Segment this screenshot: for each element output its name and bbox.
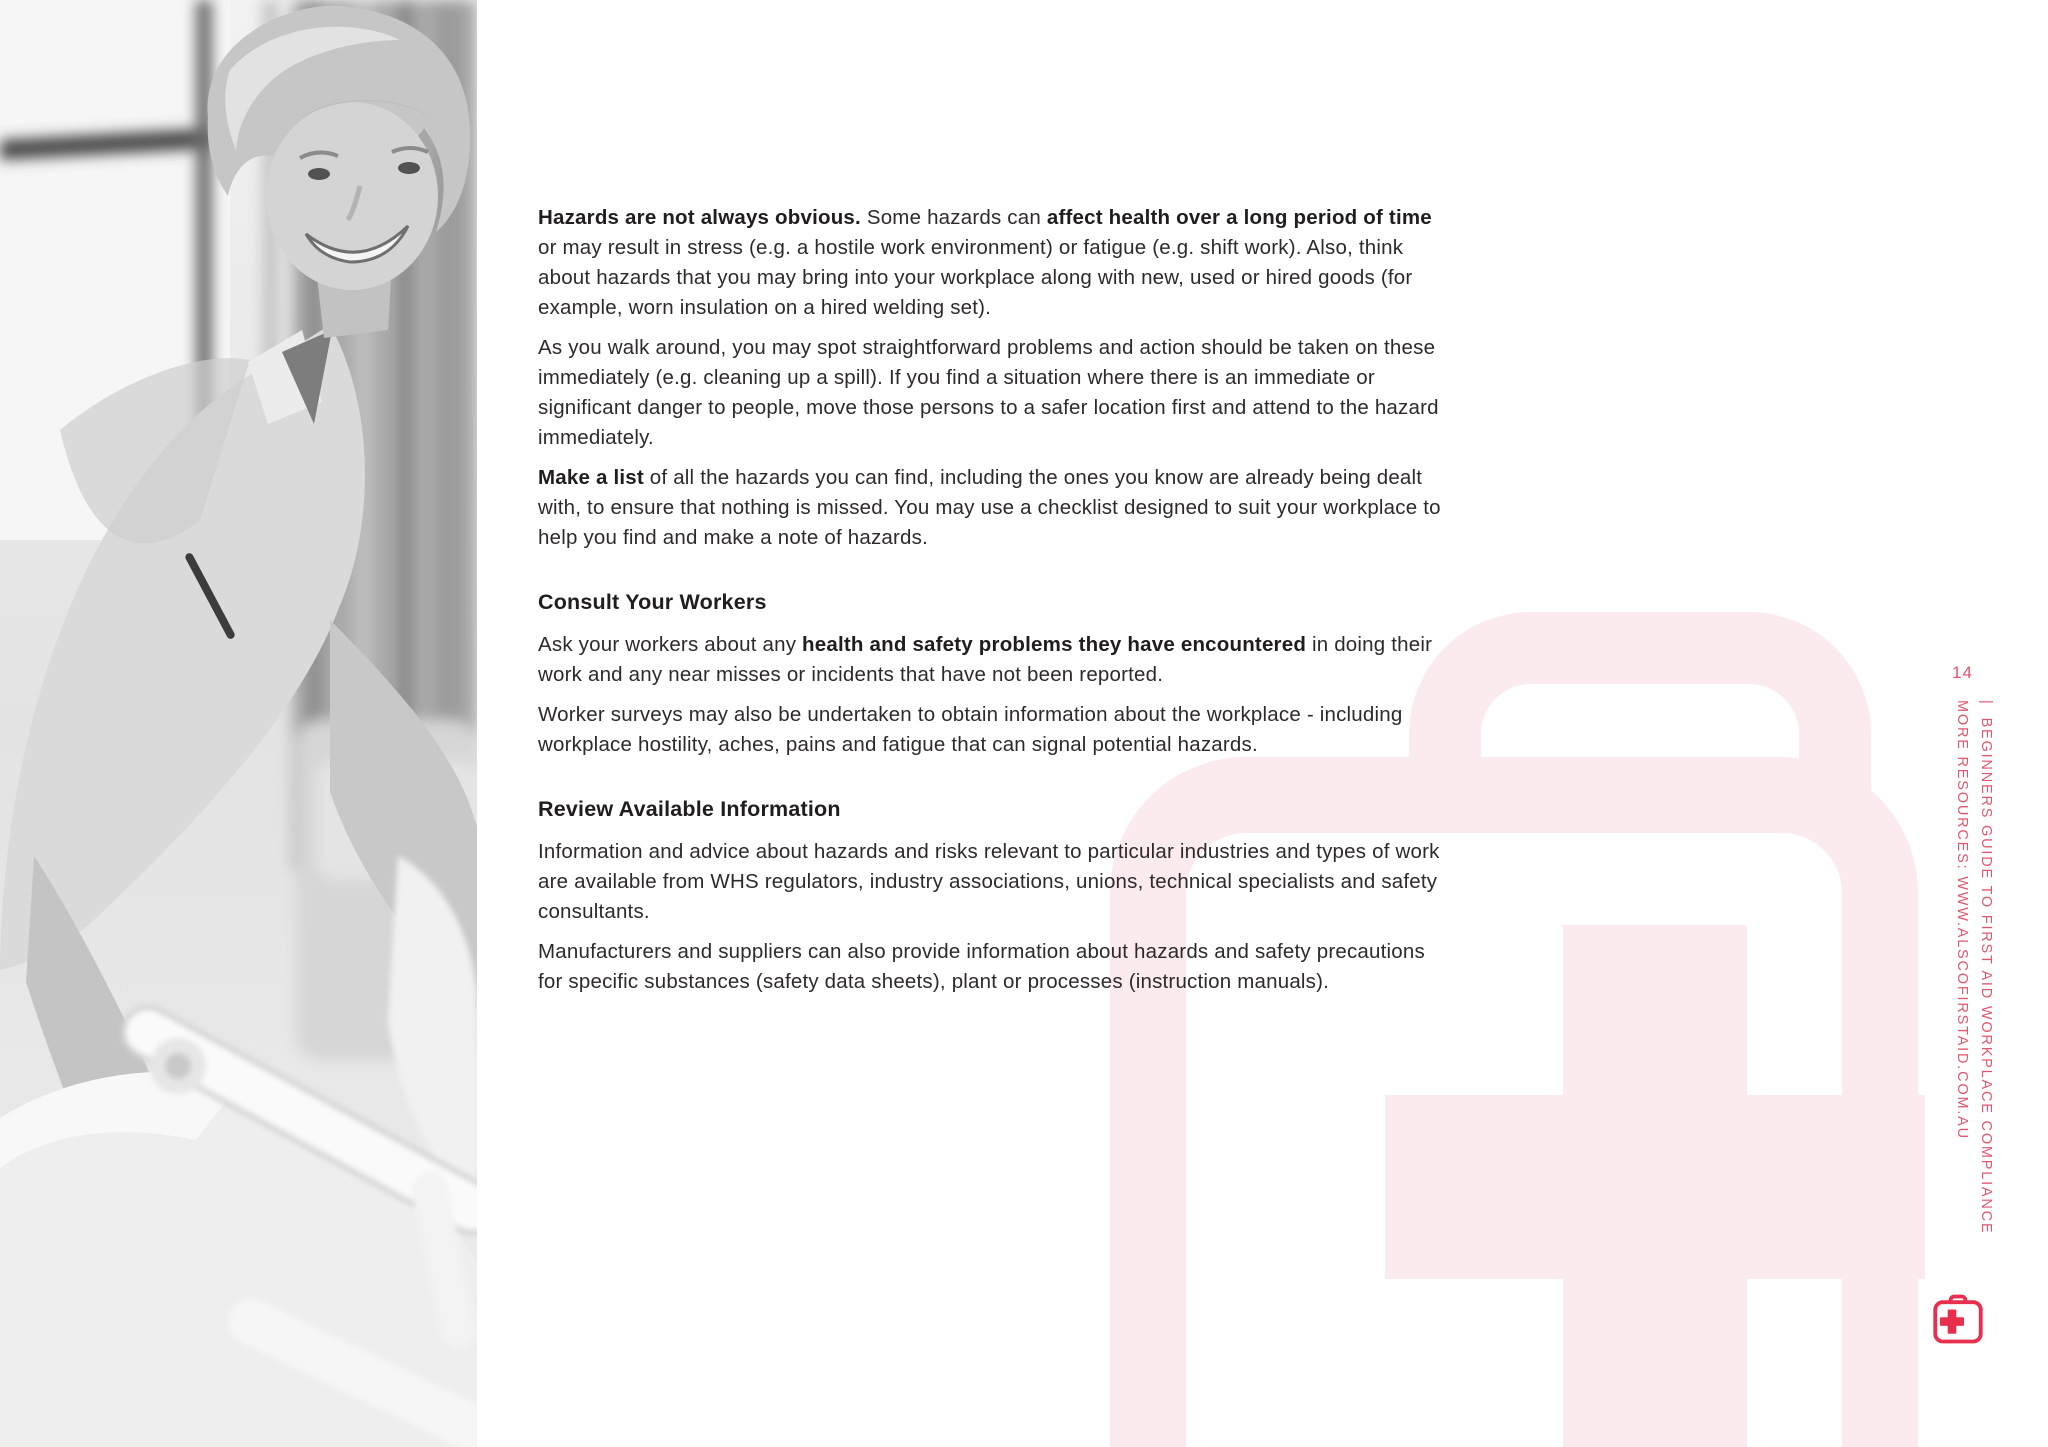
text-segment: affect health over a long period of time	[1046, 206, 1432, 229]
body-paragraph	[538, 700, 1443, 760]
body-paragraph	[538, 630, 1443, 690]
body-paragraph	[538, 203, 1443, 323]
text-segment: Make a list	[538, 466, 644, 489]
photo-nurse-making-bed	[0, 0, 477, 1447]
body-paragraph	[538, 937, 1443, 997]
first-aid-kit-icon	[1933, 1294, 1983, 1344]
text-segment: As you walk around, you may spot straightforward problems and action should be taken on these immediately (e.g. cleaning up a spill). If you find a situation where there is an immediate or significant danger to people, move those persons to a safer location first and attend to the hazard immediately.	[538, 336, 1439, 449]
text-segment: Information and advice about hazards and risks relevant to particular industries and types of work are available from WHS regulators, industry associations, unions, technical specialists and safety consultants.	[538, 840, 1440, 923]
sidebar-line-2: MORE RESOURCES: WWW.ALSCOFIRSTAID.COM.AU	[1954, 700, 1970, 1140]
body-paragraph	[538, 463, 1443, 553]
section-heading	[538, 794, 1443, 824]
sidebar-separator: |	[1978, 700, 1994, 706]
text-segment: Manufacturers and suppliers can also provide information about hazards and safety precautions for specific substances (safety data sheets), plant or processes (instruction manuals).	[538, 940, 1425, 993]
text-segment: in doing their work and any near misses or incidents that have not been reported.	[538, 633, 1433, 686]
text-segment: Ask your workers about any	[538, 633, 803, 656]
text-segment: Worker surveys may also be undertaken to obtain information about the workplace - including workplace hostility, aches, pains and fatigue that can signal potential hazards.	[538, 703, 1403, 756]
section-heading	[538, 587, 1443, 617]
page-number: 14	[1952, 663, 1973, 682]
text-column	[538, 203, 1443, 1007]
text-segment: of all the hazards you can find, including the ones you know are already being dealt with, to ensure that nothing is missed. You may use a checklist designed to suit your workplace to help you find and make a note of hazards.	[538, 466, 1441, 549]
text-segment: or may result in stress (e.g. a hostile work environment) or fatigue (e.g. shift work). Also, think about hazards that you may bring into your workplace along with new, used or hired goods (for example, worn insulation on a hired welding set).	[538, 236, 1413, 319]
sidebar-line-1	[1974, 700, 1998, 1340]
text-segment: Consult Your Workers	[538, 590, 767, 614]
text-segment: Some hazards can	[866, 206, 1047, 229]
body-paragraph	[538, 333, 1443, 453]
sidebar-vertical-text	[1950, 700, 1998, 1340]
text-segment: Hazards are not always obvious.	[538, 206, 867, 229]
sidebar-title: BEGINNERS GUIDE TO FIRST AID WORKPLACE COMPLIANCE	[1978, 717, 1994, 1235]
body-paragraph	[538, 837, 1443, 927]
text-segment: Review Available Information	[538, 797, 841, 821]
text-segment: health and safety problems they have encountered	[802, 633, 1307, 656]
